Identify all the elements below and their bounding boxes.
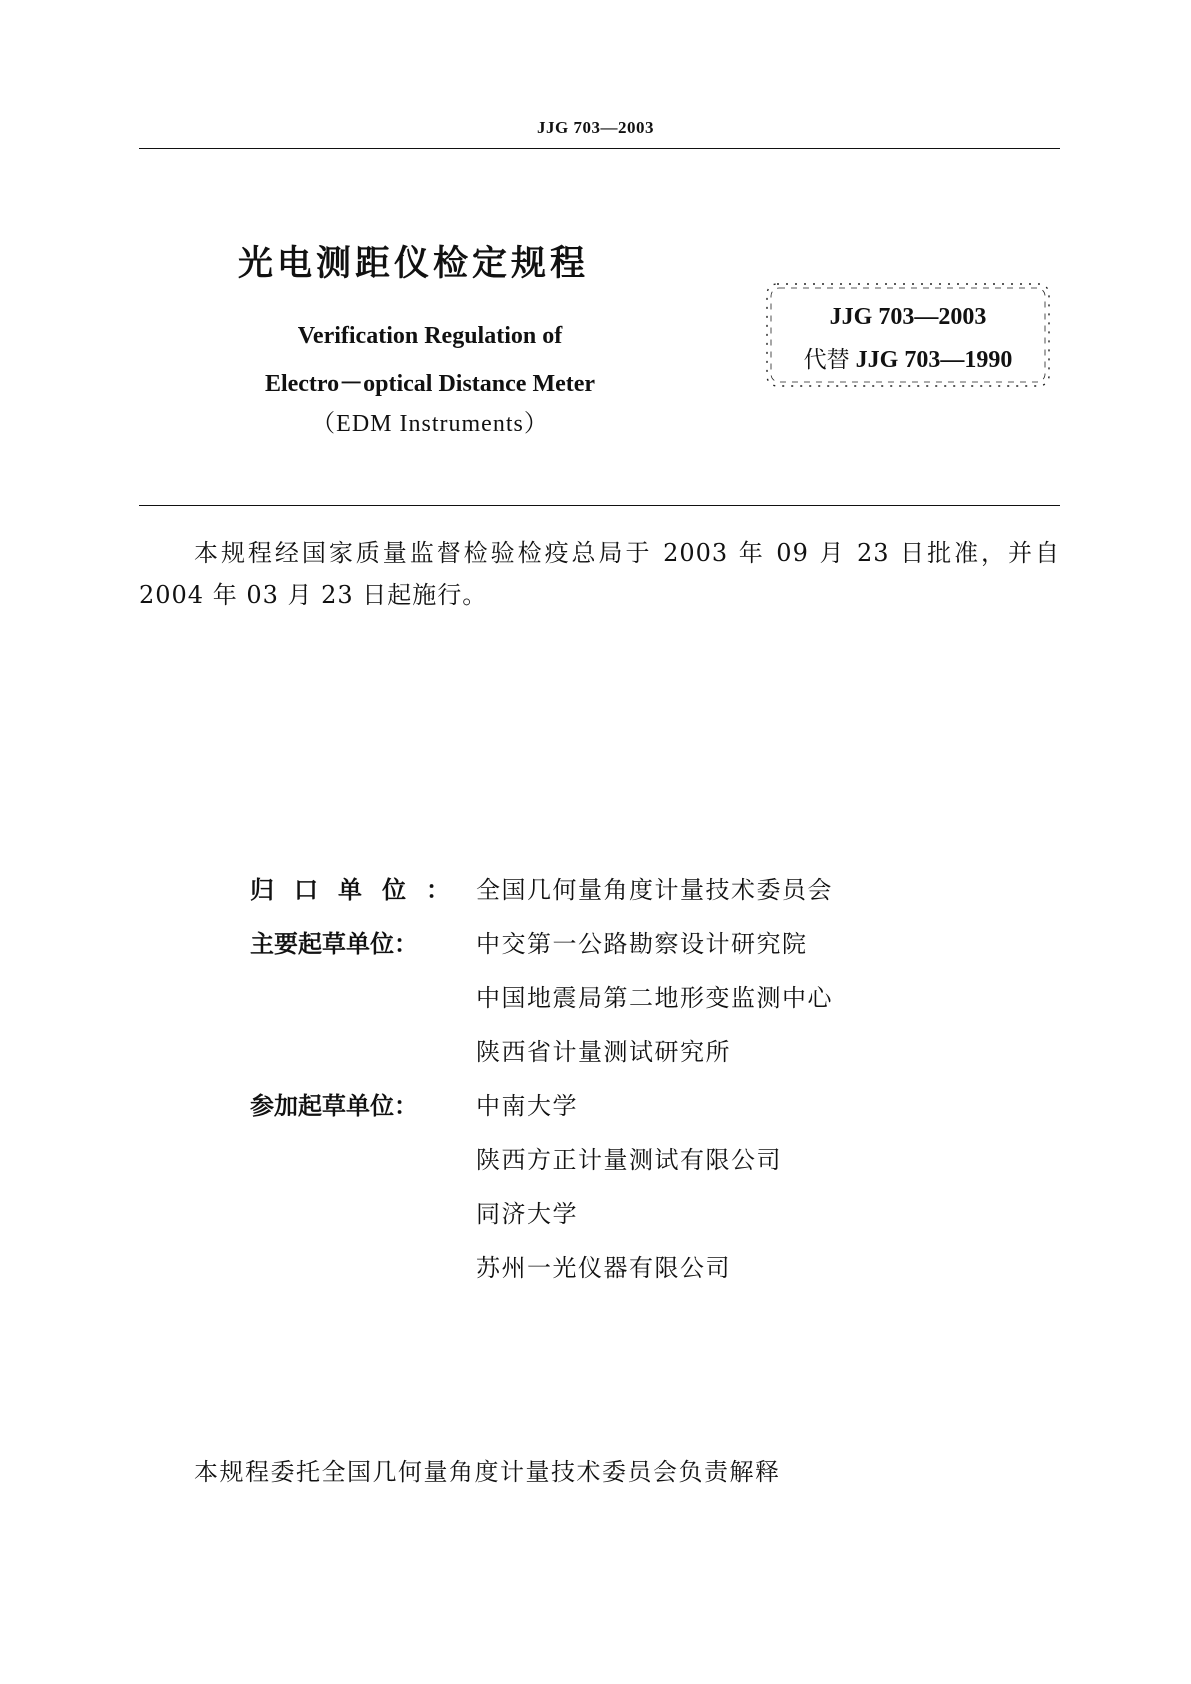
header-divider	[139, 148, 1060, 149]
participating-unit: 同济大学	[476, 1199, 578, 1228]
running-header: JJG 703—2003	[537, 118, 654, 137]
participating-unit: 苏州一光仪器有限公司	[476, 1253, 731, 1282]
participating-row	[250, 1184, 833, 1238]
replaces-code: JJG 703—1990	[855, 347, 1013, 373]
responsible-unit-label: 归口单位：	[250, 875, 470, 904]
participating-row	[250, 1076, 833, 1130]
participating-row	[250, 1130, 833, 1184]
main-drafting-row	[250, 914, 833, 968]
interpretation-note: 本规程委托全国几何量角度计量技术委员会负责解释	[194, 1458, 781, 1486]
responsible-unit-row	[250, 860, 833, 914]
document-title-zh: 光电测距仪检定规程	[238, 244, 590, 284]
main-drafting-row	[250, 1022, 833, 1076]
replaces-line	[763, 341, 1053, 374]
replaces-label: 代替	[803, 347, 850, 373]
document-title-en-line2: Electro－optical Distance Meter	[264, 371, 596, 397]
participating-label: 参加起草单位：	[250, 1091, 418, 1120]
main-drafting-unit: 中国地震局第二地形变监测中心	[476, 983, 833, 1012]
main-drafting-unit: 中交第一公路勘察设计研究院	[476, 929, 808, 958]
section-divider	[139, 505, 1060, 506]
standard-code: JJG 703—2003	[829, 304, 987, 330]
main-drafting-row	[250, 968, 833, 1022]
main-drafting-label: 主要起草单位：	[250, 929, 418, 958]
document-title-en-line3: （EDM Instruments）	[311, 411, 549, 437]
participating-unit: 中南大学	[476, 1091, 578, 1120]
standard-code-box	[763, 280, 1053, 390]
document-title-en-line1: Verification Regulation of	[297, 323, 563, 349]
participating-row	[250, 1238, 833, 1292]
approval-statement: 本规程经国家质量监督检验检疫总局于 2003 年 09 月 23 日批准，并自 2004 年 03 月 23 日起施行。	[139, 539, 1060, 609]
main-drafting-unit: 陕西省计量测试研究所	[476, 1037, 731, 1066]
responsible-unit: 全国几何量角度计量技术委员会	[476, 875, 833, 904]
organizations-block	[250, 860, 833, 1292]
participating-unit: 陕西方正计量测试有限公司	[476, 1145, 782, 1174]
